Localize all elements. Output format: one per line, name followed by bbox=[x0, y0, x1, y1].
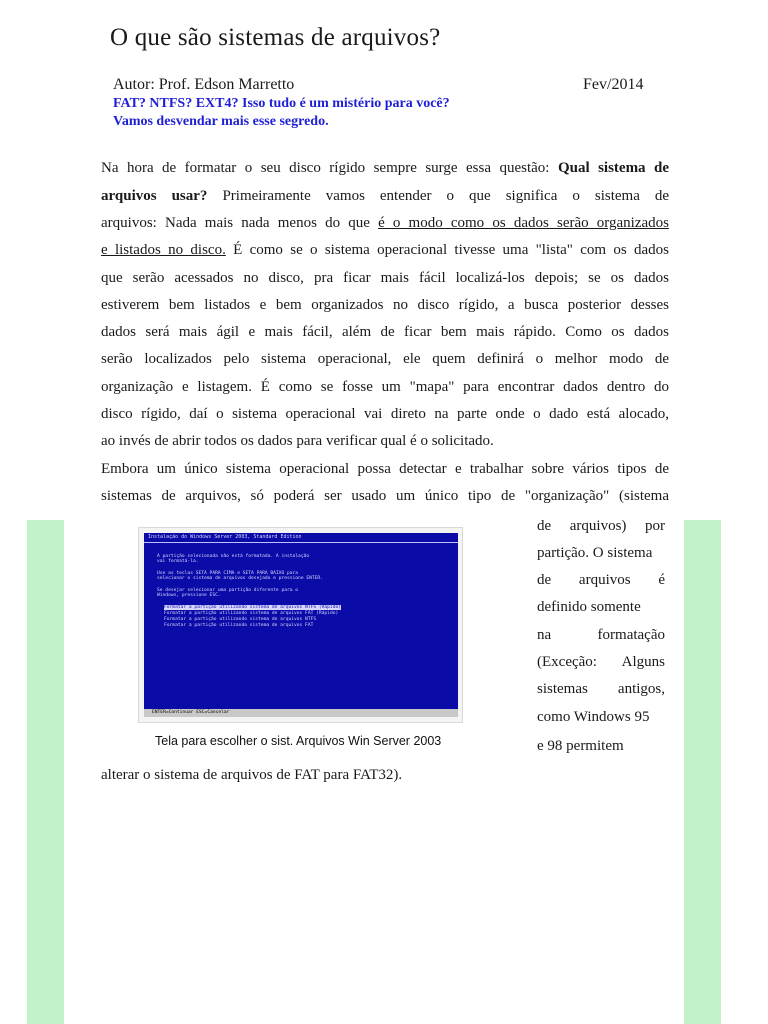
body-line: ao invés de abrir todos os dados para verificar qual é o solicitado. bbox=[101, 433, 494, 449]
side-text-line: (Exceção: Alguns bbox=[537, 654, 665, 670]
body-line: sistemas de arquivos, só poderá ser usado um único tipo de "organização" (sistema bbox=[101, 488, 669, 504]
setup-option[interactable]: Formatar a partição utilizando sistema de arquivos NTFS bbox=[164, 617, 317, 622]
subtitle-line-1: FAT? NTFS? EXT4? Isso tudo é um mistério para você? bbox=[113, 96, 450, 111]
setup-screen-text: Windows, pressione ESC. bbox=[157, 593, 221, 598]
setup-screenshot-figure bbox=[138, 527, 463, 723]
body-line: organização e listagem. É como se fosse um "mapa" para encontrar dados dentro do bbox=[101, 379, 669, 395]
setup-screen-header: Instalação do Windows Server 2003, Standard Edition bbox=[144, 533, 458, 543]
body-line: estiverem bem listados e bem organizados no disco rígido, a busca posterior desses bbox=[101, 297, 669, 313]
subtitle-line-2: Vamos desvendar mais esse segredo. bbox=[113, 114, 329, 129]
body-text: É como se o sistema operacional tivesse uma "lista" com os dados bbox=[233, 242, 669, 258]
setup-option-selected[interactable]: Formatar a partição utilizando sistema de arquivos NTFS (Rápido) bbox=[164, 605, 342, 610]
body-text: arquivos: Nada mais nada menos do que bbox=[101, 215, 370, 231]
body-line bbox=[101, 213, 669, 233]
body-text: Na hora de formatar o seu disco rígido sempre surge essa questão: bbox=[101, 160, 550, 176]
setup-screen-text: A partição selecionada não está formatada. A instalação bbox=[157, 554, 310, 559]
body-line: serão localizados pelo sistema operacional, ele quem definirá o melhor modo de bbox=[101, 351, 669, 367]
setup-option[interactable]: Formatar a partição utilizando sistema de arquivos FAT bbox=[164, 623, 314, 628]
body-line bbox=[101, 186, 669, 206]
body-line: dados será mais ágil e mais fácil, além de ficar bem mais rápido. Como os dados bbox=[101, 324, 669, 340]
setup-screen-text: selecionar o sistema de arquivos desejado e pressione ENTER. bbox=[157, 576, 323, 581]
body-line bbox=[101, 158, 669, 178]
side-text-line: partição. O sistema bbox=[537, 545, 653, 561]
side-text-line: definido somente bbox=[537, 599, 641, 615]
page-title: O que são sistemas de arquivos? bbox=[110, 24, 441, 51]
side-text-line: sistemas antigos, bbox=[537, 681, 665, 697]
body-text: Primeiramente vamos entender o que significa o sistema de bbox=[222, 188, 670, 204]
body-underlined-text: e listados no disco. bbox=[101, 242, 226, 258]
setup-screen-footer: ENTER=Continuar ESC=Cancelar bbox=[144, 709, 458, 717]
setup-option[interactable]: Formatar a partição utilizando sistema de arquivos FAT (Rápido) bbox=[164, 611, 339, 616]
side-text-line: de arquivos) por bbox=[537, 518, 665, 534]
left-decorative-bar bbox=[27, 520, 64, 1024]
body-underlined-text: é o modo como os dados serão organizados bbox=[378, 215, 669, 231]
body-line: que serão acessados no disco, pra ficar mais fácil localizá-los depois; se os dados bbox=[101, 270, 669, 286]
body-line: Embora um único sistema operacional possa detectar e trabalhar sobre vários tipos de bbox=[101, 461, 669, 477]
setup-screen bbox=[144, 533, 458, 717]
side-text-line: como Windows 95 bbox=[537, 709, 650, 725]
publication-date: Fev/2014 bbox=[583, 76, 644, 93]
setup-screen-text: Use as teclas SETA PARA CIMA e SETA PARA BAIXO para bbox=[157, 571, 299, 576]
right-decorative-bar bbox=[684, 520, 721, 1024]
body-bold-text: arquivos usar? bbox=[101, 188, 208, 204]
side-text-line: de arquivos é bbox=[537, 572, 665, 588]
body-bold-text: Qual sistema de bbox=[557, 160, 670, 176]
body-line bbox=[101, 240, 669, 260]
setup-screen-text: Se desejar selecionar uma partição diferente para o bbox=[157, 588, 299, 593]
side-text-line: na formatação bbox=[537, 627, 665, 643]
side-text-line: e 98 permitem bbox=[537, 738, 624, 754]
author-line: Autor: Prof. Edson Marretto bbox=[113, 76, 295, 93]
body-line-last: alterar o sistema de arquivos de FAT para FAT32). bbox=[101, 767, 403, 783]
body-line: disco rígido, daí o sistema operacional vai direto na parte onde o dado está alocado, bbox=[101, 406, 669, 422]
figure-caption: Tela para escolher o sist. Arquivos Win Server 2003 bbox=[155, 734, 442, 748]
setup-screen-text: vai formatá-la. bbox=[157, 559, 199, 564]
